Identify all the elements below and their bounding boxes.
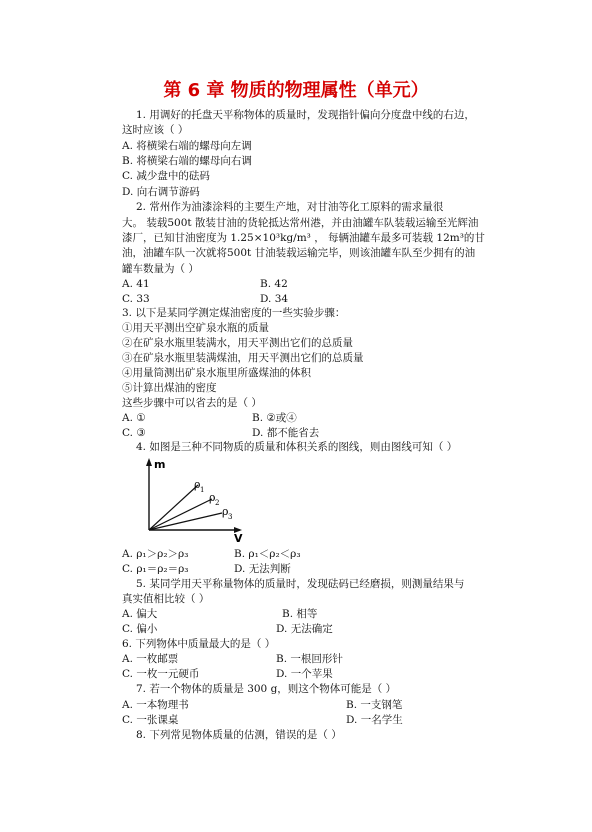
q3-option-a: A. ① <box>122 412 146 424</box>
q3-step-5: ⑤计算出煤油的密度 <box>122 382 217 394</box>
rho1-label: ρ <box>194 478 201 491</box>
q2-option-b: B. 42 <box>260 278 288 290</box>
chapter-title: 第 6 章 物质的物理属性（单元） <box>163 80 429 101</box>
q2-stem-line-3: 漆厂，已知甘油密度为 1.25×10³kg/m³ ， 每辆油罐车最多可装载 12m³的甘 <box>122 232 485 244</box>
q5-option-b: B. 相等 <box>282 608 318 620</box>
q1-option-a: A. 将横梁右端的螺母向左调 <box>122 140 252 152</box>
q4-stem: 4. 如图是三种不同物质的质量和体积关系的图线，则由图线可知（ ） <box>136 441 458 453</box>
q6-option-b: B. 一根回形针 <box>276 653 343 665</box>
q7-option-b: B. 一支钢笔 <box>346 699 403 711</box>
q1-stem-line-2: 这时应该（ ） <box>122 124 189 136</box>
q3-stem: 3. 以下是某同学测定煤油密度的一些实验步骤： <box>122 307 346 319</box>
rho3-label: ρ <box>222 505 229 518</box>
rho1-line <box>149 485 198 530</box>
q3-step-4: ④用量筒测出矿泉水瓶里所盛煤油的体积 <box>122 367 311 379</box>
q6-option-c: C. 一枚一元硬币 <box>122 668 200 680</box>
q7-option-d: D. 一名学生 <box>346 714 403 726</box>
q3-option-d: D. 都不能省去 <box>252 427 320 439</box>
q2-stem-line-4: 油，油罐车队一次就将500t 甘油装载运输完毕，则该油罐车队至少拥有的油 <box>122 247 476 259</box>
q5-stem-line-2: 真实值相比较（ ） <box>122 593 210 605</box>
q5-stem-line-1: 5. 某同学用天平称量物体的质量时，发现砝码已经磨损，则测量结果与 <box>136 578 465 590</box>
q6-option-d: D. 一个苹果 <box>276 668 333 680</box>
q3-ask: 这些步骤中可以省去的是（ ） <box>122 397 262 409</box>
m-axis-label: m <box>154 458 166 471</box>
q5-option-a: A. 偏大 <box>122 608 158 620</box>
q6-stem: 6. 下列物体中质量最大的是（ ） <box>122 638 276 650</box>
q5-option-c: C. 偏小 <box>122 623 158 635</box>
q3-option-c: C. ③ <box>122 427 146 439</box>
q1-stem-line-1: 1. 用调好的托盘天平称物体的质量时，发现指针偏向分度盘中线的右边， <box>136 109 475 121</box>
q5-option-d: D. 无法确定 <box>276 623 333 635</box>
q6-option-a: A. 一枚邮票 <box>122 653 179 665</box>
q8-stem: 8. 下列常见物体质量的估测，错误的是（ ） <box>136 729 342 741</box>
rho3-subscript: 3 <box>228 513 233 521</box>
rho2-subscript: 2 <box>215 499 220 507</box>
q4-option-c: C. ρ₁＝ρ₂＝ρ₃ <box>122 563 189 575</box>
q3-option-b: B. ②或④ <box>252 412 297 424</box>
q4-option-d: D. 无法判断 <box>234 563 291 575</box>
q1-option-d: D. 向右调节游码 <box>122 186 200 198</box>
q4-option-b: B. ρ₁＜ρ₂＜ρ₃ <box>234 548 301 560</box>
q4-option-a: A. ρ₁＞ρ₂＞ρ₃ <box>122 548 189 560</box>
mass-volume-graph <box>128 452 244 542</box>
q3-step-1: ①用天平测出空矿泉水瓶的质量 <box>122 322 269 334</box>
q7-option-a: A. 一本物理书 <box>122 699 189 711</box>
q2-stem-line-1: 2. 常州作为油漆涂料的主要生产地，对甘油等化工原料的需求量很 <box>136 201 444 213</box>
q2-option-d: D. 34 <box>260 293 289 305</box>
q2-stem-line-2: 大。 装载500t 散装甘油的货轮抵达常州港，并由油罐车队装载运输至光辉油 <box>122 217 479 229</box>
q1-option-c: C. 减少盘中的砝码 <box>122 170 210 182</box>
q3-step-2: ②在矿泉水瓶里装满水，用天平测出它们的总质量 <box>122 337 353 349</box>
rho2-line <box>149 499 212 530</box>
q7-stem: 7. 若一个物体的质量是 300 g，则这个物体可能是（ ） <box>136 683 397 695</box>
q2-stem-line-5: 罐车数量为（ ） <box>122 263 199 275</box>
rho1-subscript: 1 <box>200 486 205 494</box>
v-axis-label: V <box>234 532 243 542</box>
rho2-label: ρ <box>209 491 216 504</box>
rho3-line <box>149 513 222 530</box>
q1-option-b: B. 将横梁右端的螺母向右调 <box>122 155 252 167</box>
q3-step-3: ③在矿泉水瓶里装满煤油，用天平测出它们的总质量 <box>122 352 364 364</box>
q7-option-c: C. 一张课桌 <box>122 714 179 726</box>
m-axis-arrow-icon <box>146 458 152 466</box>
q2-option-a: A. 41 <box>122 278 150 290</box>
q2-option-c: C. 33 <box>122 293 150 305</box>
